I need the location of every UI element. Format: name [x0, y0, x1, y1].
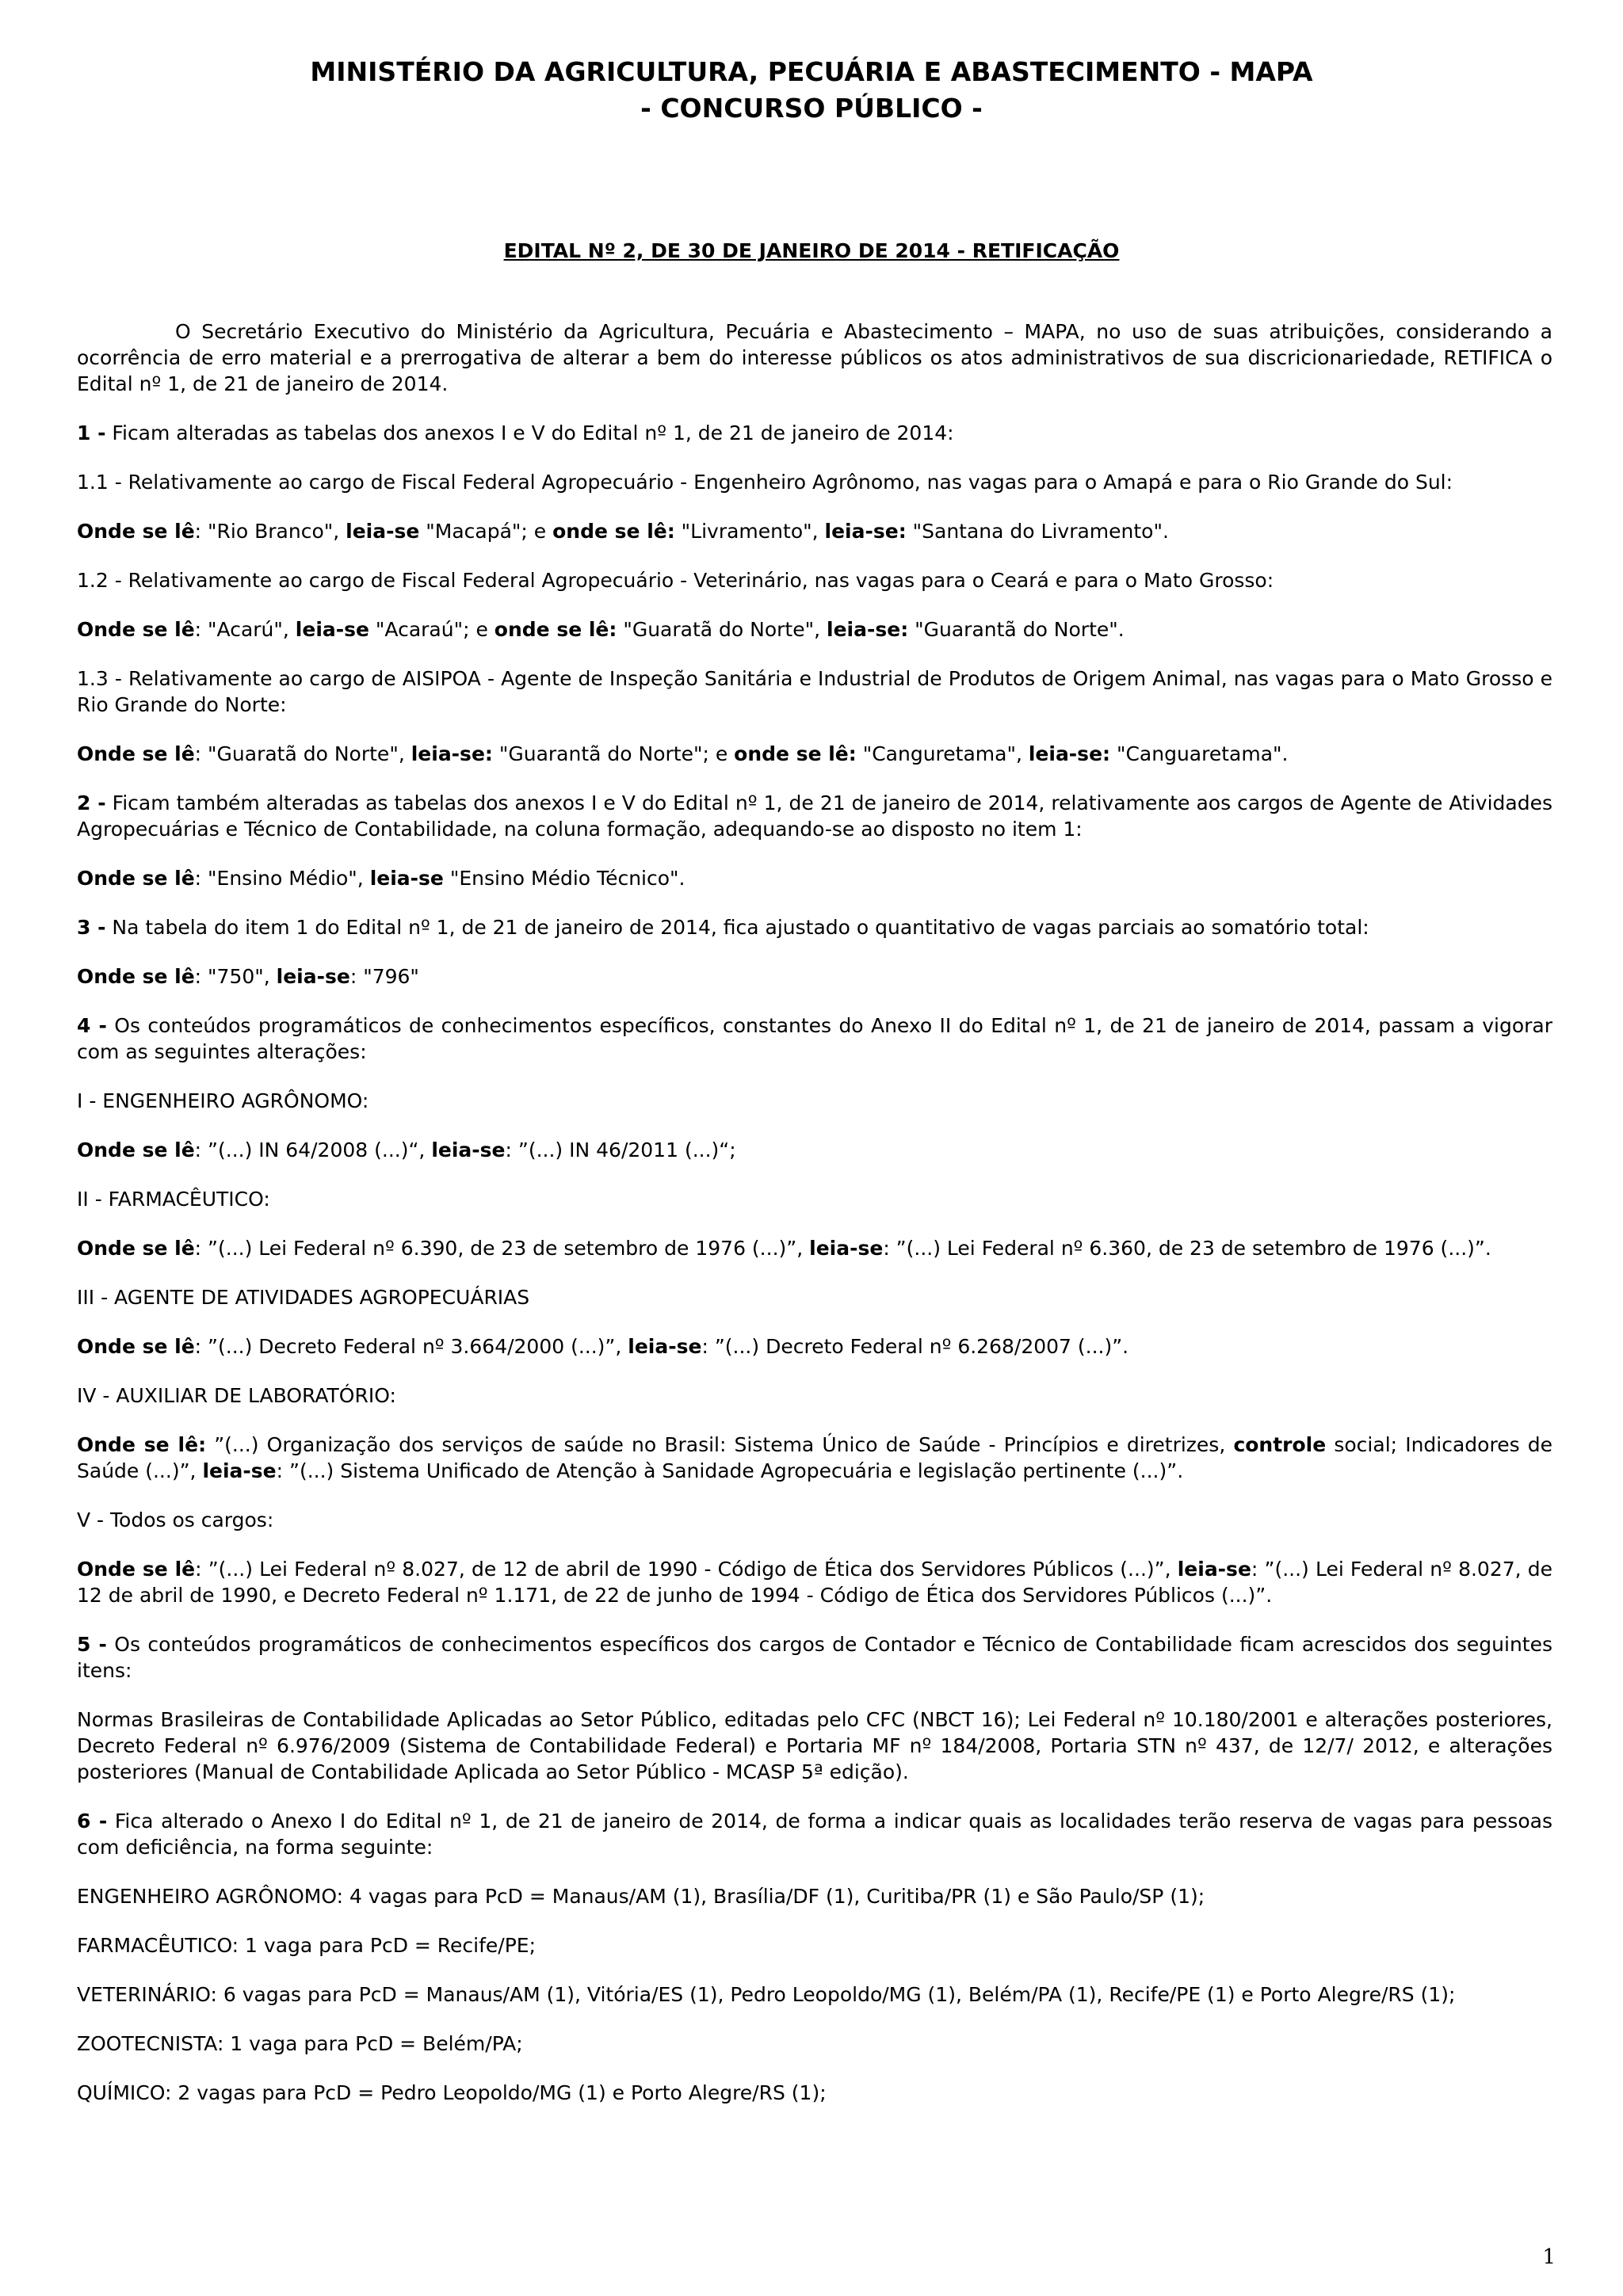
item-4-v-title: V - Todos os cargos: — [77, 1508, 274, 1531]
item-3-number: 3 - — [77, 916, 106, 939]
correction-1-2: Onde se lê: "Acarú", leia-se "Acaraú"; e onde se lê: "Guaratã do Norte", leia-se: "Guarantã do Norte". — [77, 618, 1125, 641]
document-body — [77, 318, 1552, 2129]
item-1-number: 1 - — [77, 421, 106, 444]
item-6 — [77, 1808, 1552, 1860]
item-4-iii-title: III - AGENTE DE ATIVIDADES AGROPECUÁRIAS — [77, 1286, 530, 1309]
item-4-i-title: I - ENGENHEIRO AGRÔNOMO: — [77, 1089, 369, 1112]
vacancy-line-quimico: QUÍMICO: 2 vagas para PcD = Pedro Leopoldo/MG (1) e Porto Alegre/RS (1); — [77, 2081, 827, 2104]
vacancy-line-engenheiro-agronomo: ENGENHEIRO AGRÔNOMO: 4 vagas para PcD = Manaus/AM (1), Brasília/DF (1), Curitiba/PR (1) e São Paulo/SP (1); — [77, 1885, 1205, 1908]
correction-4-v: Onde se lê: ”(...) Lei Federal nº 8.027, de 12 de abril de 1990 - Código de Ética dos Servidores Públicos (...)”, leia-se: ”(...) Lei Federal nº 8.027, de 12 de abril de 1990, e Decreto Federal nº 1.171, de 22 de junho de 1994 - Código de Ética dos Servidores Públicos (...)”. — [77, 1558, 1553, 1607]
item-2-text: Ficam também alteradas as tabelas dos anexos I e V do Edital nº 1, de 21 de janeiro de 2014, relativamente aos cargos de Agente de Atividades Agropecuárias e Técnico de Contabilidade, na coluna formação, adequando-se ao disposto no item 1: — [77, 791, 1552, 841]
correction-4-iv: Onde se lê: ”(...) Organização dos serviços de saúde no Brasil: Sistema Único de Saúde - Princípios e diretrizes, controle social; Indicadores de Saúde (...)”, leia-se: ”(...) Sistema Unificado de Atenção à Sanidade Agropecuária e legislação pertinente (...)”. — [77, 1433, 1552, 1482]
correction-2: Onde se lê: "Ensino Médio", leia-se "Ensino Médio Técnico". — [77, 867, 685, 890]
item-5-content: Normas Brasileiras de Contabilidade Aplicadas ao Setor Público, editadas pelo CFC (NBCT 16); Lei Federal nº 10.180/2001 e alterações posteriores, Decreto Federal nº 6.976/2009 (Sistema de Contabilidade Federal) e Portaria MF nº 184/2008, Portaria STN nº 437, de 12/7/ 2012, e alterações posteriores (Manual de Contabilidade Aplicada ao Setor Público - MCASP 5ª edição). — [77, 1708, 1552, 1783]
item-5-number: 5 - — [77, 1633, 107, 1656]
correction-3: Onde se lê: "750", leia-se: "796" — [77, 965, 419, 988]
item-4 — [77, 1013, 1552, 1065]
header-line-2: - CONCURSO PÚBLICO - — [640, 93, 983, 124]
item-3 — [77, 914, 1552, 940]
subitem-1-2: 1.2 - Relativamente ao cargo de Fiscal Federal Agropecuário - Veterinário, nas vagas para o Ceará e para o Mato Grosso: — [77, 569, 1274, 592]
correction-4-ii: Onde se lê: ”(...) Lei Federal nº 6.390, de 23 de setembro de 1976 (...)”, leia-se: ”(...) Lei Federal nº 6.360, de 23 de setembro de 1976 (...)”. — [77, 1237, 1491, 1260]
page-number: 1 — [1542, 2245, 1556, 2269]
item-4-iv-title: IV - AUXILIAR DE LABORATÓRIO: — [77, 1384, 396, 1407]
item-6-number: 6 - — [77, 1810, 108, 1833]
correction-1-1: Onde se lê: "Rio Branco", leia-se "Macapá"; e onde se lê: "Livramento", leia-se: "Santana do Livramento". — [77, 520, 1169, 543]
item-6-text: Fica alterado o Anexo I do Edital nº 1, de 21 de janeiro de 2014, de forma a indicar quais as localidades terão reserva de vagas para pessoas com deficiência, na forma seguinte: — [77, 1810, 1552, 1859]
header-line-1: MINISTÉRIO DA AGRICULTURA, PECUÁRIA E ABASTECIMENTO - MAPA — [310, 56, 1313, 87]
item-4-ii-title: II - FARMACÊUTICO: — [77, 1188, 270, 1211]
intro-paragraph: O Secretário Executivo do Ministério da Agricultura, Pecuária e Abastecimento – MAPA, no uso de suas atribuições, considerando a ocorrência de erro material e a prerrogativa de alterar a bem do interesse públicos os atos administrativos de sua discricionariedade, RETIFICA o Edital nº 1, de 21 de janeiro de 2014. — [77, 320, 1552, 395]
correction-4-i: Onde se lê: ”(...) IN 64/2008 (...)“, leia-se: ”(...) IN 46/2011 (...)“; — [77, 1138, 736, 1161]
item-5-text: Os conteúdos programáticos de conhecimentos específicos dos cargos de Contador e Técnico de Contabilidade ficam acrescidos dos seguintes itens: — [77, 1633, 1552, 1682]
item-4-number: 4 - — [77, 1014, 107, 1037]
ministry-header — [0, 54, 1623, 127]
subitem-1-1: 1.1 - Relativamente ao cargo de Fiscal Federal Agropecuário - Engenheiro Agrônomo, nas vagas para o Amapá e para o Rio Grande do Sul: — [77, 471, 1453, 494]
vacancy-line-zootecnista: ZOOTECNISTA: 1 vaga para PcD = Belém/PA; — [77, 2032, 523, 2055]
item-3-text: Na tabela do item 1 do Edital nº 1, de 21 de janeiro de 2014, fica ajustado o quantitativo de vagas parciais ao somatório total: — [105, 916, 1369, 939]
item-2-number: 2 - — [77, 791, 106, 814]
item-5 — [77, 1631, 1552, 1684]
item-2 — [77, 790, 1552, 842]
item-4-text: Os conteúdos programáticos de conhecimentos específicos, constantes do Anexo II do Edital nº 1, de 21 de janeiro de 2014, passam a vigorar com as seguintes alterações: — [77, 1014, 1552, 1063]
vacancy-line-veterinario: VETERINÁRIO: 6 vagas para PcD = Manaus/AM (1), Vitória/ES (1), Pedro Leopoldo/MG (1), Belém/PA (1), Recife/PE (1) e Porto Alegre/RS (1); — [77, 1983, 1456, 2006]
subitem-1-3: 1.3 - Relativamente ao cargo de AISIPOA - Agente de Inspeção Sanitária e Industrial de Produtos de Origem Animal, nas vagas para o Mato Grosso e Rio Grande do Norte: — [77, 667, 1552, 716]
edital-title: EDITAL Nº 2, DE 30 DE JANEIRO DE 2014 - RETIFICAÇÃO — [503, 239, 1120, 262]
correction-1-3: Onde se lê: "Guaratã do Norte", leia-se: "Guarantã do Norte"; e onde se lê: "Canguretama", leia-se: "Canguaretama". — [77, 742, 1289, 765]
vacancy-line-farmaceutico: FARMACÊUTICO: 1 vaga para PcD = Recife/PE; — [77, 1934, 537, 1957]
item-1-text: Ficam alteradas as tabelas dos anexos I e V do Edital nº 1, de 21 de janeiro de 2014: — [105, 421, 954, 444]
correction-4-iii: Onde se lê: ”(...) Decreto Federal nº 3.664/2000 (...)”, leia-se: ”(...) Decreto Federal nº 6.268/2007 (...)”. — [77, 1335, 1129, 1358]
item-1 — [77, 420, 1552, 446]
